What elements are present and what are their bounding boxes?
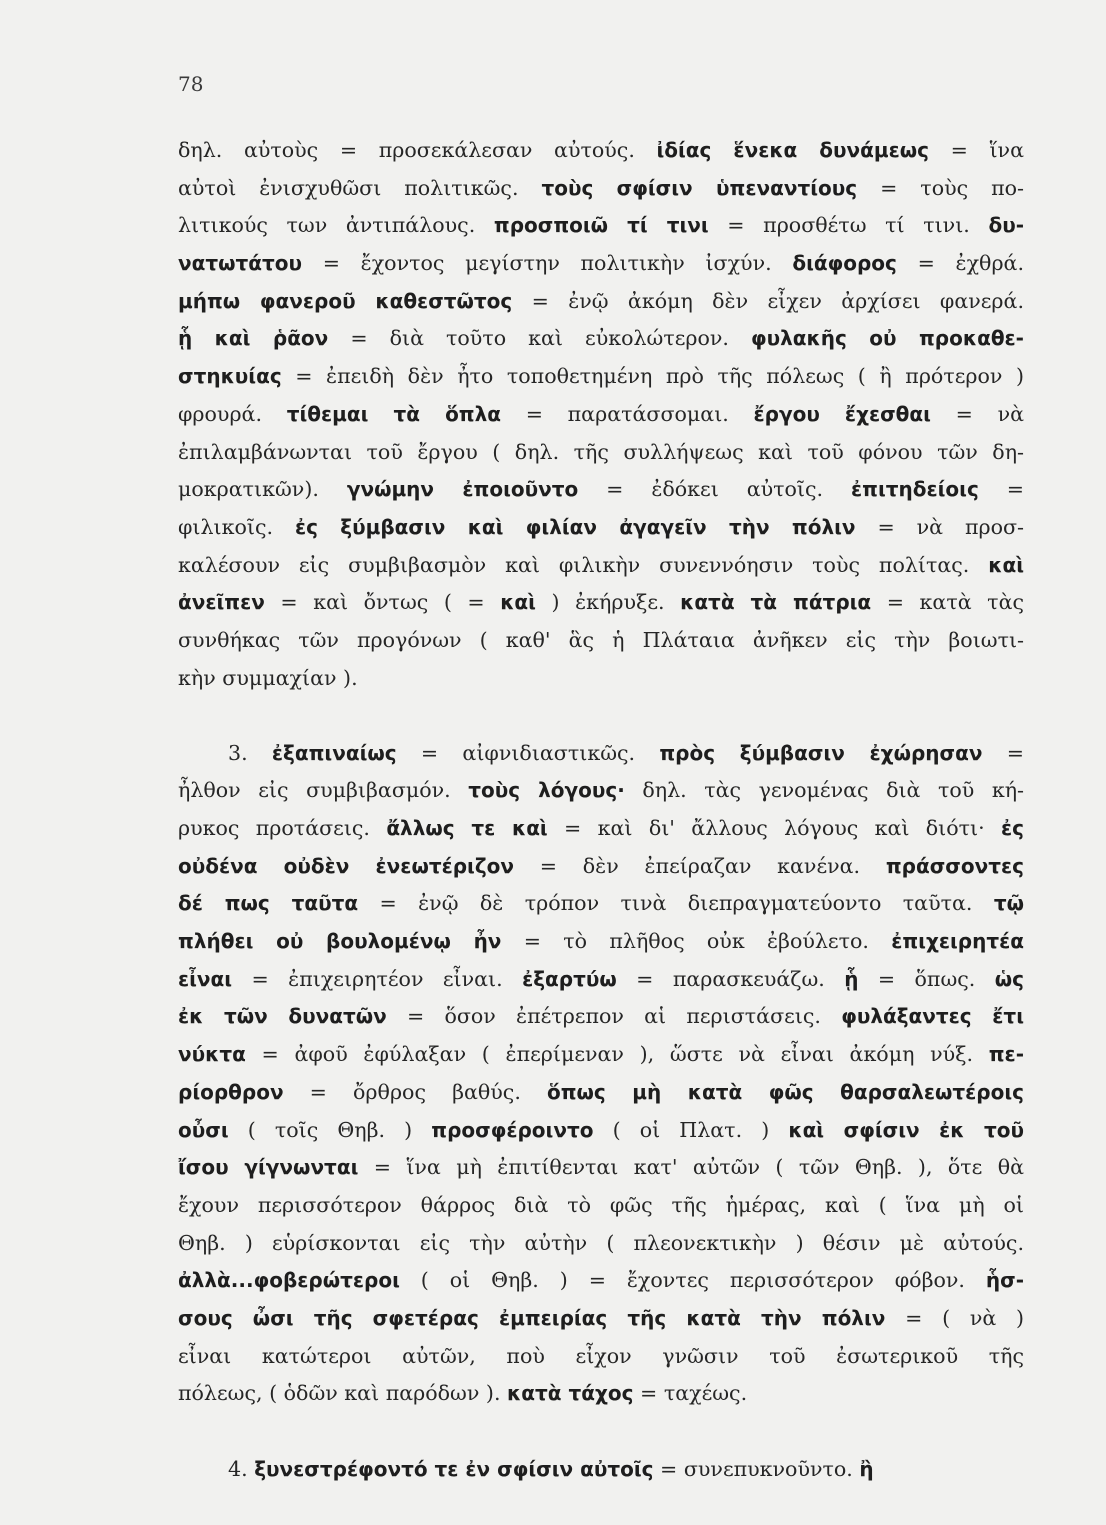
text-line	[178, 1413, 1024, 1488]
lemma-term: πράσσοντες	[885, 853, 1024, 878]
lemma-term: τῷ	[993, 891, 1024, 916]
lemma-term: ξυνεστρέφοντό τε ἐν σφίσιν αὐτοῖς	[254, 1457, 654, 1481]
lemma-term: κατὰ τὰ πάτρια	[680, 590, 872, 615]
lemma-term: ἐκ τῶν δυνατῶν	[178, 1004, 387, 1029]
lemma-term: ἐξαρτύω	[522, 966, 617, 991]
lemma-term: μήπω φανεροῦ καθεστῶτος	[178, 288, 513, 313]
text-line	[178, 1338, 1024, 1376]
text-line	[178, 1225, 1024, 1263]
lemma-term: καὶ	[500, 590, 536, 615]
text-line	[178, 1074, 1024, 1112]
text-line	[178, 1112, 1024, 1150]
text-line	[178, 509, 1024, 547]
lemma-term: προσποιῶ τί τινι	[493, 213, 709, 238]
lemma-term: ὡς	[994, 966, 1025, 991]
gloss-text: = ὅπως.	[858, 966, 995, 991]
text-line	[178, 320, 1024, 358]
gloss-text: μοκρατικῶν).	[178, 477, 347, 502]
gloss-text: κὴν συμμαχίαν ).	[178, 665, 358, 690]
text-line	[178, 547, 1024, 585]
gloss-text: ἔχουν περισσότερον θάρρος διὰ τὸ φῶς τῆς ἡμέρας, καὶ ( ἵνα μὴ οἱ	[178, 1192, 1024, 1217]
lemma-term: σους ὦσι τῆς σφετέρας ἐμπειρίας τῆς κατὰ τὴν πόλιν	[178, 1305, 886, 1330]
lemma-term: ᾗ καὶ ῥᾶον	[178, 326, 329, 351]
gloss-text: = προσθέτω τί τινι.	[708, 213, 989, 238]
text-line	[178, 132, 1024, 170]
gloss-text: ) ἐκήρυξε.	[535, 590, 681, 615]
gloss-text: = ἐχθρά.	[896, 251, 1025, 276]
lemma-term: οὐδένα οὐδὲν ἐνεωτέριζον	[178, 853, 515, 878]
text-line	[178, 1262, 1024, 1300]
gloss-text: = ταχέως.	[633, 1381, 748, 1406]
text-line	[178, 396, 1024, 434]
gloss-text: = ἀφοῦ ἐφύλαξαν ( ἐπερίμεναν ), ὥστε νὰ εἶναι ἀκόμη νύξ.	[245, 1042, 989, 1067]
gloss-text: =	[978, 477, 1024, 502]
lemma-term: ρίορθρον	[178, 1079, 284, 1104]
lemma-term: ἀνεῖπεν	[178, 590, 265, 615]
lemma-term: ἧσ-	[985, 1268, 1024, 1293]
lemma-term: νατωτάτου	[178, 251, 303, 276]
gloss-text: συνθήκας τῶν προγόνων ( καθ' ἃς ἡ Πλάταια ἀνῆκεν εἰς τὴν βοιωτι-	[178, 627, 1024, 652]
gloss-text: δηλ. τὰς γενομένας διὰ τοῦ κή-	[624, 778, 1025, 803]
gloss-text: = παρατάσσομαι.	[501, 401, 754, 426]
text-line	[178, 245, 1024, 283]
gloss-text: = ἵνα	[929, 138, 1024, 162]
lemma-term: ἐς ξύμβασιν καὶ φιλίαν ἀγαγεῖν τὴν πόλιν	[294, 514, 856, 539]
text-line	[178, 998, 1024, 1036]
lemma-term: γνώμην ἐποιοῦντο	[346, 477, 579, 502]
gloss-text: ( οἱ Θηβ. ) = ἔχοντες περισσότερον φόβον.	[399, 1268, 986, 1293]
text-line	[178, 283, 1024, 321]
gloss-text: = δὲν ἐπείραζαν κανένα.	[514, 853, 886, 878]
gloss-text: καλέσουν εἰς συμβιβασμὸν καὶ φιλικὴν συνεννόησιν τοὺς πολίτας.	[178, 552, 989, 577]
lemma-term: δυ-	[988, 213, 1024, 238]
gloss-text: πόλεως, ( ὁδῶν καὶ παρόδων ).	[178, 1381, 508, 1406]
gloss-text: αὐτοὶ ἐνισχυθῶσι πολιτικῶς.	[178, 175, 542, 200]
gloss-text: = ἵνα μὴ ἐπιτίθενται κατ' αὐτῶν ( τῶν Θηβ. ), ὅτε θὰ	[358, 1155, 1024, 1180]
text-line	[178, 885, 1024, 923]
text-line	[178, 584, 1024, 622]
lemma-term: φυλάξαντες ἔτι	[841, 1004, 1024, 1029]
gloss-text: = τὸ πλῆθος οὐκ ἐβούλετο.	[501, 929, 892, 954]
text-line	[178, 1375, 1024, 1413]
gloss-text: = ἐνῷ δὲ τρόπον τινὰ διεπραγματεύοντο ταῦτα.	[358, 891, 994, 916]
gloss-text: = κατὰ τὰς	[871, 590, 1025, 615]
text-line	[178, 1036, 1024, 1074]
gloss-text: = τοὺς πο-	[857, 175, 1024, 200]
lemma-term: στηκυίας	[178, 364, 282, 389]
gloss-text: = ἐνῷ ἀκόμη δὲν εἶχεν ἀρχίσει φανερά.	[512, 288, 1024, 313]
page-number: 78	[178, 72, 204, 96]
lemma-term: δέ πως ταῦτα	[178, 891, 359, 916]
text-line	[178, 622, 1024, 660]
lemma-term: ἐπιχειρητέα	[891, 929, 1024, 954]
text-line	[178, 1187, 1024, 1225]
text-line	[178, 471, 1024, 509]
gloss-text: 3.	[228, 741, 272, 766]
text-block	[178, 132, 1024, 1488]
gloss-text: εἶναι κατώτεροι αὐτῶν, ποὺ εἶχον γνῶσιν τοῦ ἐσωτερικοῦ τῆς	[178, 1343, 1024, 1368]
text-line	[178, 358, 1024, 396]
text-line	[178, 772, 1024, 810]
text-line	[178, 697, 1024, 772]
lemma-term: τοὺς σφίσιν ὑπεναντίους	[541, 175, 858, 200]
gloss-text: = καὶ ὄντως ( =	[264, 590, 501, 615]
text-line	[178, 923, 1024, 961]
gloss-text: = ὅσον ἐπέτρεπον αἱ περιστάσεις.	[386, 1004, 842, 1029]
lemma-term: πρὸς ξύμβασιν ἐχώρησαν	[659, 741, 983, 766]
text-line	[178, 810, 1024, 848]
gloss-text: =	[982, 741, 1024, 766]
gloss-text: = ὄρθρος βαθύς.	[283, 1079, 547, 1104]
gloss-text: ἦλθον εἰς συμβιβασμόν.	[178, 778, 469, 803]
lemma-term: διάφορος	[792, 251, 897, 276]
lemma-term: τοὺς λόγους·	[468, 778, 625, 803]
lemma-term: κατὰ τάχος	[507, 1381, 634, 1406]
lemma-term: πλήθει οὐ βουλομένῳ ἦν	[178, 929, 502, 954]
lemma-term: ἰδίας ἕνεκα δυνάμεως	[656, 138, 929, 162]
gloss-text: = ( νὰ )	[885, 1305, 1025, 1330]
text-line	[178, 434, 1024, 472]
gloss-text: = ἐπιχειρητέον εἶναι.	[232, 966, 523, 991]
lemma-term: καὶ σφίσιν ἐκ τοῦ	[788, 1117, 1024, 1142]
text-line	[178, 660, 1024, 698]
lemma-term: ἐς	[1001, 816, 1024, 840]
gloss-text: = νὰ προσ-	[855, 514, 1024, 539]
lemma-term: προσφέροιντο	[431, 1117, 594, 1142]
text-line	[178, 207, 1024, 245]
gloss-text: λιτικούς των ἀντιπάλους.	[178, 213, 494, 238]
lemma-term: καὶ	[988, 552, 1024, 577]
lemma-term: νύκτα	[178, 1042, 246, 1067]
gloss-text: ρυκος προτάσεις.	[178, 816, 387, 840]
gloss-text: = ἐπειδὴ δὲν ἦτο τοποθετημένη πρὸ τῆς πόλεως ( ἢ πρότερον )	[281, 364, 1024, 389]
lemma-term: πε-	[988, 1042, 1024, 1067]
gloss-text: = αἰφνιδιαστικῶς.	[396, 741, 660, 766]
gloss-text: = ἐδόκει αὐτοῖς.	[578, 477, 851, 502]
text-line	[178, 1300, 1024, 1338]
gloss-text: = συνεπυκνοῦντο.	[653, 1457, 860, 1481]
gloss-text: = παρασκευάζω.	[616, 966, 845, 991]
gloss-text: 4.	[228, 1457, 255, 1481]
lemma-term: ἢ	[859, 1457, 874, 1481]
gloss-text: φιλικοῖς.	[178, 514, 295, 539]
lemma-term: ἐξαπιναίως	[271, 741, 397, 766]
lemma-term: τίθεμαι τὰ ὅπλα	[286, 401, 502, 426]
gloss-text: ( τοῖς Θηβ. )	[228, 1117, 432, 1142]
lemma-term: ἐπιτηδείοις	[851, 477, 979, 502]
text-line	[178, 848, 1024, 886]
gloss-text: ἐπιλαμβάνωνται τοῦ ἔργου ( δηλ. τῆς συλλήψεως καὶ τοῦ φόνου τῶν δη-	[178, 439, 1024, 464]
gloss-text: φρουρά.	[178, 401, 287, 426]
text-line	[178, 1149, 1024, 1187]
gloss-text: δηλ. αὐτοὺς = προσεκάλεσαν αὐτούς.	[178, 138, 657, 162]
gloss-text: = καὶ δι' ἄλλους λόγους καὶ διότι·	[547, 816, 1001, 840]
lemma-term: φυλακῆς οὐ προκαθε-	[751, 326, 1024, 351]
text-line	[178, 961, 1024, 999]
lemma-term: οὖσι	[178, 1117, 229, 1142]
gloss-text: Θηβ. ) εὑρίσκονται εἰς τὴν αὐτὴν ( πλεονεκτικὴν ) θέσιν μὲ αὐτούς.	[178, 1230, 1024, 1255]
lemma-term: ἀλλὰ...φοβερώτεροι	[178, 1268, 400, 1293]
gloss-text: ( οἱ Πλατ. )	[593, 1117, 789, 1142]
lemma-term: ᾗ	[844, 966, 859, 991]
lemma-term: ἄλλως τε καὶ	[386, 816, 548, 840]
text-line	[178, 170, 1024, 208]
lemma-term: ἴσου γίγνωνται	[178, 1155, 359, 1180]
lemma-term: εἶναι	[178, 966, 233, 991]
lemma-term: ἔργου ἔχεσθαι	[753, 401, 931, 426]
gloss-text: = διὰ τοῦτο καὶ εὐκολώτερον.	[328, 326, 751, 351]
lemma-term: ὅπως μὴ κατὰ φῶς θαρσαλεωτέροις	[546, 1079, 1024, 1104]
gloss-text: = νὰ	[930, 401, 1024, 426]
gloss-text: = ἔχοντος μεγίστην πολιτικὴν ἰσχύν.	[302, 251, 793, 276]
